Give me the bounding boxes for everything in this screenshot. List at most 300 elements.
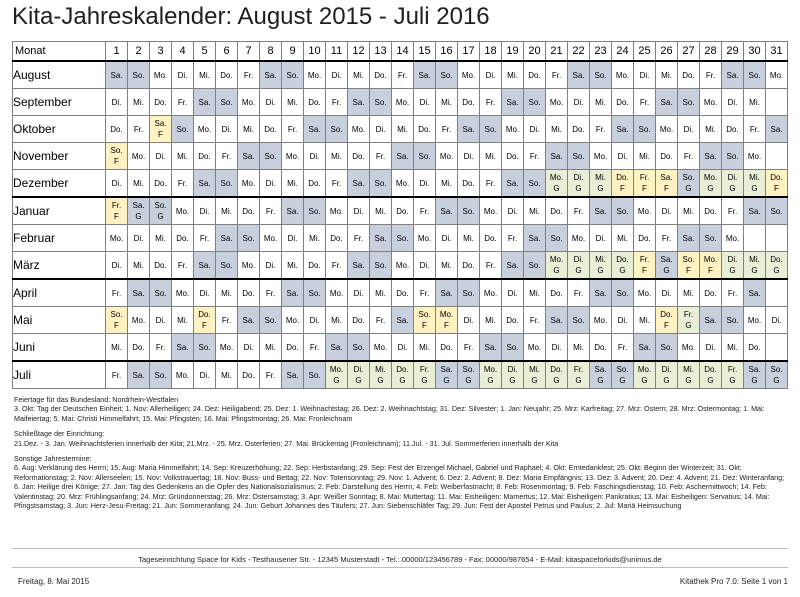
day-cell: [656, 225, 678, 252]
day-abbr: So.: [220, 97, 233, 107]
day-cell: [766, 61, 788, 89]
day-abbr: So.: [154, 201, 167, 210]
day-abbr: Sa.: [440, 206, 453, 216]
day-cell: [172, 116, 194, 143]
day-abbr: Mi.: [683, 365, 694, 374]
day-abbr: Fr.: [331, 97, 342, 107]
day-cell: [744, 170, 766, 198]
day-cell: [194, 170, 216, 198]
day-abbr: So.: [308, 370, 321, 380]
day-column-header: 12: [348, 42, 370, 62]
day-abbr: Sa.: [506, 260, 519, 270]
day-abbr: Fr.: [727, 206, 738, 216]
day-cell: [458, 307, 480, 334]
day-cell: [172, 334, 194, 362]
day-abbr: Di.: [727, 97, 738, 107]
day-cell: [480, 197, 502, 225]
day-abbr: Mi.: [287, 97, 298, 107]
day-abbr: Mi.: [529, 365, 540, 374]
day-cell: [194, 143, 216, 170]
day-abbr: Do.: [286, 342, 299, 352]
day-abbr: Do.: [506, 315, 519, 325]
day-cell: [590, 252, 612, 280]
day-cell: [348, 225, 370, 252]
day-cell: [106, 89, 128, 116]
day-cell: [744, 252, 766, 280]
day-cell: [304, 61, 326, 89]
month-row: [13, 361, 788, 389]
day-cell: [590, 61, 612, 89]
day-tag: F: [114, 157, 119, 166]
day-abbr: Sa.: [352, 178, 365, 188]
day-cell: [260, 170, 282, 198]
day-column-header: 14: [392, 42, 414, 62]
day-abbr: Sa.: [462, 124, 475, 134]
day-cell: [128, 61, 150, 89]
day-abbr: Di.: [309, 315, 320, 325]
day-cell: [150, 89, 172, 116]
month-name: August: [13, 61, 106, 89]
day-cell: [700, 116, 722, 143]
day-cell: [458, 61, 480, 89]
day-abbr: Sa.: [154, 119, 167, 128]
day-tag: G: [641, 376, 648, 385]
day-cell: [612, 307, 634, 334]
day-abbr: Do.: [440, 342, 453, 352]
day-abbr: Di.: [265, 178, 276, 188]
day-abbr: Mo.: [571, 233, 586, 243]
day-abbr: Fr.: [287, 124, 298, 134]
day-abbr: Sa.: [330, 342, 343, 352]
day-cell: [612, 225, 634, 252]
day-cell: [172, 170, 194, 198]
day-tag: G: [553, 376, 560, 385]
day-tag: G: [333, 376, 340, 385]
day-abbr: So.: [616, 206, 629, 216]
holidays-section: [14, 395, 789, 423]
day-tag: F: [114, 321, 119, 330]
day-abbr: Fr.: [485, 260, 496, 270]
day-cell: [348, 116, 370, 143]
day-cell: [172, 307, 194, 334]
day-abbr: Mo.: [769, 70, 784, 80]
day-cell: [436, 225, 458, 252]
day-tag: G: [685, 321, 692, 330]
closures-text: 21.Dez. - 3. Jan. Weihnachtsferien innerhalb der Kita; 21.Mrz. - 25. Mrz. Osterferien; 27. Mai. Brückentag (Fronleichnam); 11.Jul. - 31. Jul. Sommerferien innerhalb der Kita: [14, 438, 559, 448]
day-abbr: Sa.: [506, 97, 519, 107]
day-cell: [260, 116, 282, 143]
day-abbr: Di.: [727, 173, 738, 182]
day-abbr: Mo.: [241, 178, 256, 188]
day-abbr: So.: [418, 151, 431, 161]
day-tag: G: [663, 376, 670, 385]
day-cell: [128, 279, 150, 307]
day-cell: [414, 334, 436, 362]
day-abbr: Do.: [154, 260, 167, 270]
day-cell: [414, 143, 436, 170]
day-cell: [568, 170, 590, 198]
day-tag: G: [773, 376, 780, 385]
day-column-header: 1: [106, 42, 128, 62]
day-cell: [656, 89, 678, 116]
day-abbr: Mi.: [375, 365, 386, 374]
day-abbr: Sa.: [352, 97, 365, 107]
day-cell: [414, 89, 436, 116]
day-abbr: So.: [528, 260, 541, 270]
day-cell: [524, 116, 546, 143]
day-cell: [678, 334, 700, 362]
day-cell: [106, 307, 128, 334]
day-cell: [436, 334, 458, 362]
day-abbr: Di.: [661, 365, 672, 374]
day-cell: [546, 307, 568, 334]
day-cell: [590, 143, 612, 170]
day-cell: [546, 334, 568, 362]
day-cell: [656, 170, 678, 198]
day-tag: G: [553, 184, 560, 193]
day-cell: [370, 116, 392, 143]
day-tag: F: [642, 184, 647, 193]
day-cell: [392, 197, 414, 225]
day-tag: G: [707, 184, 714, 193]
day-cell: [260, 334, 282, 362]
day-cell: [722, 307, 744, 334]
day-cell: [766, 116, 788, 143]
day-abbr: Mo.: [637, 288, 652, 298]
day-cell: [238, 116, 260, 143]
day-abbr: Fr.: [463, 342, 474, 352]
day-abbr: Do.: [528, 70, 541, 80]
day-abbr: Mo.: [505, 124, 520, 134]
day-abbr: So.: [418, 310, 431, 319]
day-tag: G: [597, 184, 604, 193]
day-column-header: 11: [326, 42, 348, 62]
day-cell: [304, 170, 326, 198]
day-abbr: So.: [616, 365, 629, 374]
day-abbr: Do.: [264, 124, 277, 134]
day-cell: [392, 252, 414, 280]
day-abbr: Fr.: [331, 260, 342, 270]
day-tag: G: [377, 376, 384, 385]
day-cell: [634, 252, 656, 280]
day-abbr: Di.: [507, 288, 518, 298]
day-cell: [634, 279, 656, 307]
day-abbr: So.: [770, 365, 783, 374]
day-cell: [744, 61, 766, 89]
day-cell: [678, 61, 700, 89]
day-cell: [634, 143, 656, 170]
day-cell: [546, 143, 568, 170]
day-tag: G: [135, 212, 142, 221]
day-cell: [414, 197, 436, 225]
day-cell: [282, 252, 304, 280]
day-abbr: Mi.: [463, 233, 474, 243]
day-cell: [414, 170, 436, 198]
footer-date: Freitag, 8. Mai 2015: [18, 577, 90, 586]
day-cell: [150, 225, 172, 252]
day-abbr: Mi.: [507, 70, 518, 80]
day-tag: G: [773, 266, 780, 275]
day-abbr: So.: [374, 260, 387, 270]
day-abbr: Mi.: [749, 173, 760, 182]
day-abbr: Mi.: [551, 124, 562, 134]
day-abbr: Mo.: [747, 315, 762, 325]
day-cell: [172, 252, 194, 280]
day-tag: F: [158, 130, 163, 139]
day-abbr: Di.: [397, 342, 408, 352]
day-abbr: Sa.: [748, 288, 761, 298]
day-abbr: Mo.: [549, 173, 564, 182]
day-abbr: Di.: [617, 315, 628, 325]
day-abbr: Fr.: [265, 206, 276, 216]
day-cell: [722, 197, 744, 225]
day-cell: [568, 361, 590, 389]
day-cell: [216, 361, 238, 389]
day-abbr: Do.: [770, 173, 783, 182]
day-abbr: Fr.: [573, 365, 584, 374]
day-tag: G: [553, 266, 560, 275]
day-cell: [480, 307, 502, 334]
day-tag: F: [202, 321, 207, 330]
day-abbr: Mi.: [441, 178, 452, 188]
day-column-header: 5: [194, 42, 216, 62]
day-abbr: So.: [572, 151, 585, 161]
day-abbr: Mi.: [397, 124, 408, 134]
day-cell: [392, 279, 414, 307]
day-cell: [678, 361, 700, 389]
day-abbr: Di.: [353, 288, 364, 298]
day-cell: [150, 170, 172, 198]
day-cell: [656, 197, 678, 225]
day-cell: [568, 143, 590, 170]
day-abbr: So.: [264, 315, 277, 325]
day-cell: [392, 170, 414, 198]
day-cell: [106, 197, 128, 225]
day-abbr: Do.: [616, 97, 629, 107]
day-tag: G: [619, 266, 626, 275]
day-cell: [106, 225, 128, 252]
day-abbr: Di.: [573, 255, 584, 264]
day-abbr: Fr.: [573, 288, 584, 298]
day-cell: [106, 116, 128, 143]
day-cell: [172, 61, 194, 89]
day-abbr: Sa.: [176, 342, 189, 352]
day-cell: [370, 143, 392, 170]
day-tag: G: [751, 376, 758, 385]
day-abbr: Mo.: [307, 70, 322, 80]
day-abbr: So.: [220, 178, 233, 188]
day-tag: F: [664, 184, 669, 193]
day-cell: [216, 334, 238, 362]
day-cell: [128, 143, 150, 170]
day-cell: [612, 252, 634, 280]
day-abbr: Sa.: [440, 288, 453, 298]
day-cell: [414, 61, 436, 89]
day-abbr: Mo.: [285, 151, 300, 161]
day-cell: [194, 197, 216, 225]
month-name: Mai: [13, 307, 106, 334]
day-cell: [524, 307, 546, 334]
day-tag: G: [443, 376, 450, 385]
day-cell: [744, 361, 766, 389]
day-column-header: 6: [216, 42, 238, 62]
day-cell: [656, 307, 678, 334]
day-cell: [370, 170, 392, 198]
holidays-title: Feiertage für das Bundesland: Nordrhein-Westfalen: [14, 395, 179, 404]
day-abbr: Di.: [353, 365, 364, 374]
day-cell: [392, 307, 414, 334]
day-abbr: Di.: [155, 315, 166, 325]
day-cell: [700, 361, 722, 389]
day-cell: [216, 61, 238, 89]
day-cell: [414, 361, 436, 389]
day-cell: [326, 279, 348, 307]
day-abbr: Sa.: [374, 233, 387, 243]
day-cell: [370, 252, 392, 280]
day-abbr: Fr.: [375, 315, 386, 325]
day-abbr: Sa.: [704, 151, 717, 161]
day-abbr: So.: [682, 255, 695, 264]
day-cell: [260, 89, 282, 116]
day-abbr: Mi.: [375, 206, 386, 216]
day-abbr: So.: [374, 97, 387, 107]
day-cell: [568, 334, 590, 362]
day-cell: [128, 89, 150, 116]
day-abbr: Sa.: [286, 288, 299, 298]
other-dates-title: Sonstige Jahrestermine:: [14, 454, 92, 464]
day-cell: [128, 225, 150, 252]
day-abbr: Di.: [705, 342, 716, 352]
day-cell: [282, 116, 304, 143]
day-cell: [590, 225, 612, 252]
day-cell: [612, 116, 634, 143]
day-abbr: Mi.: [111, 342, 122, 352]
day-tag: G: [597, 266, 604, 275]
day-abbr: Do.: [198, 310, 211, 319]
day-cell: [480, 225, 502, 252]
day-cell: [370, 225, 392, 252]
day-abbr: Mo.: [329, 365, 344, 374]
day-cell: [700, 197, 722, 225]
day-cell: [326, 89, 348, 116]
month-row: [13, 252, 788, 280]
day-cell: [744, 116, 766, 143]
day-abbr: Mi.: [573, 342, 584, 352]
day-cell: [238, 61, 260, 89]
day-cell: [282, 170, 304, 198]
day-abbr: Fr.: [155, 342, 166, 352]
other-dates-section: [14, 454, 789, 510]
day-abbr: So.: [154, 288, 167, 298]
day-cell: [348, 361, 370, 389]
day-cell: [612, 334, 634, 362]
day-cell: [348, 143, 370, 170]
month-row: [13, 116, 788, 143]
day-cell: [458, 334, 480, 362]
month-name: April: [13, 279, 106, 307]
day-abbr: Do.: [242, 370, 255, 380]
day-abbr: So.: [286, 70, 299, 80]
day-abbr: Fr.: [573, 206, 584, 216]
day-cell: [656, 252, 678, 280]
day-cell: [678, 197, 700, 225]
day-abbr: Do.: [308, 178, 321, 188]
day-abbr: Do.: [506, 151, 519, 161]
day-abbr: Do.: [374, 70, 387, 80]
day-cell: [546, 252, 568, 280]
day-abbr: So.: [374, 178, 387, 188]
day-abbr: Di.: [177, 70, 188, 80]
day-column-header: 8: [260, 42, 282, 62]
day-abbr: Fr.: [265, 288, 276, 298]
day-cell: [524, 225, 546, 252]
day-cell: [282, 334, 304, 362]
day-abbr: Mi.: [529, 288, 540, 298]
day-cell: [612, 197, 634, 225]
day-cell: [722, 279, 744, 307]
day-abbr: Sa.: [550, 315, 563, 325]
day-abbr: Mi.: [221, 370, 232, 380]
day-abbr: Sa.: [308, 124, 321, 134]
day-cell: [348, 307, 370, 334]
month-row: [13, 334, 788, 362]
day-cell: [370, 61, 392, 89]
day-abbr: Sa.: [484, 342, 497, 352]
day-cell: [656, 279, 678, 307]
day-abbr: Di.: [661, 206, 672, 216]
day-cell: [436, 252, 458, 280]
day-abbr: Do.: [550, 288, 563, 298]
day-abbr: Mi.: [287, 260, 298, 270]
day-abbr: Di.: [199, 288, 210, 298]
day-abbr: Mi.: [749, 255, 760, 264]
day-abbr: Mo.: [725, 233, 740, 243]
day-tag: F: [114, 212, 119, 221]
day-cell: [480, 170, 502, 198]
day-abbr: Mo.: [703, 97, 718, 107]
day-cell: [370, 197, 392, 225]
day-cell: [128, 197, 150, 225]
day-abbr: Di.: [661, 288, 672, 298]
day-abbr: So.: [198, 342, 211, 352]
day-cell: [546, 116, 568, 143]
day-cell: [502, 116, 524, 143]
day-abbr: Do.: [462, 178, 475, 188]
day-abbr: So.: [616, 288, 629, 298]
month-row: [13, 89, 788, 116]
day-abbr: Mi.: [287, 178, 298, 188]
day-abbr: Sa.: [198, 97, 211, 107]
day-abbr: Do.: [616, 255, 629, 264]
day-tag: G: [729, 184, 736, 193]
day-cell: [106, 334, 128, 362]
day-cell: [436, 143, 458, 170]
day-abbr: Mo.: [219, 342, 234, 352]
day-abbr: Di.: [111, 97, 122, 107]
day-cell: [634, 307, 656, 334]
day-tag: G: [597, 376, 604, 385]
day-abbr: Sa.: [132, 288, 145, 298]
day-abbr: Di.: [199, 370, 210, 380]
day-cell: [700, 61, 722, 89]
day-abbr: So.: [462, 288, 475, 298]
day-abbr: Sa.: [770, 124, 783, 134]
day-abbr: Do.: [154, 178, 167, 188]
day-abbr: Fr.: [595, 124, 606, 134]
day-cell: [282, 197, 304, 225]
day-abbr: Mo.: [351, 124, 366, 134]
day-abbr: So.: [550, 233, 563, 243]
